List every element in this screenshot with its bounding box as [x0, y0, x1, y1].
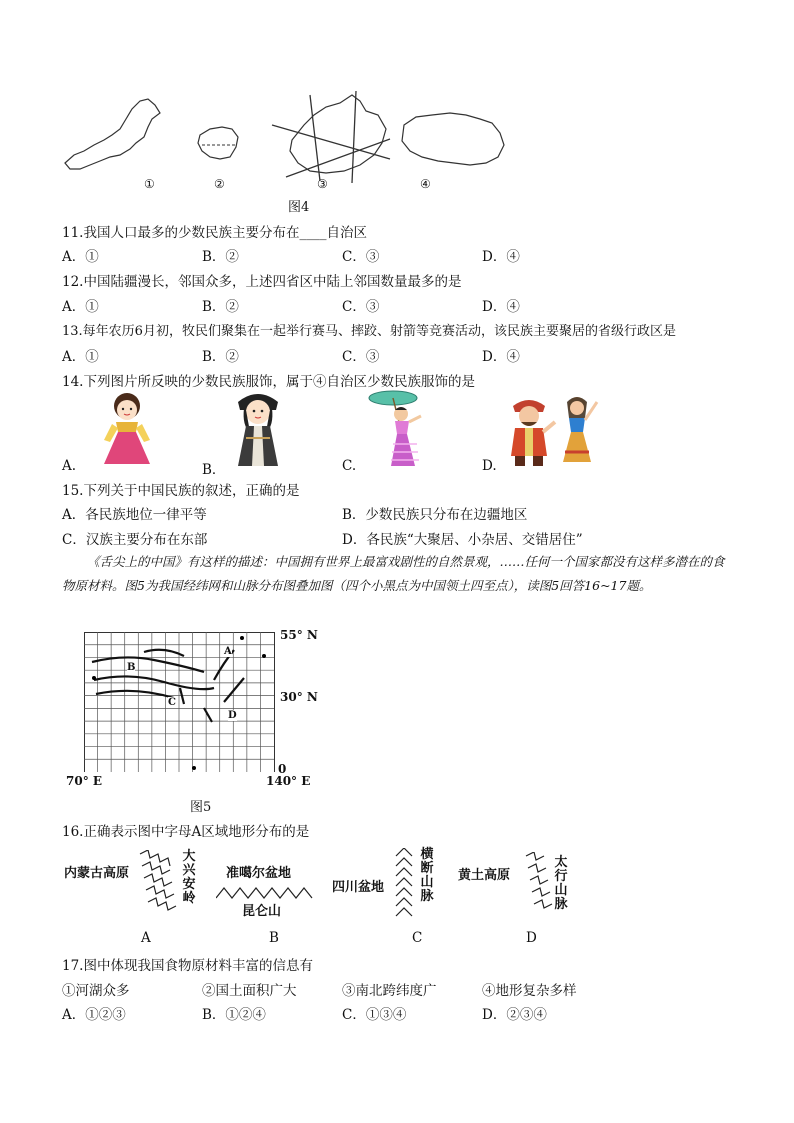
q15-option-b[interactable]: B．少数民族只分布在边疆地区 [342, 507, 528, 523]
mountain-range-stroke [204, 708, 212, 722]
q17-option-b[interactable]: B．①②④ [202, 1007, 266, 1023]
diagram-c-letter: C [412, 930, 423, 946]
q15-option-a[interactable]: A．各民族地位一律平等 [62, 507, 207, 523]
q14-option-a[interactable]: A. [62, 458, 77, 474]
q16-diagram-c[interactable] [330, 846, 440, 946]
territory-extreme-point [192, 766, 196, 770]
outline-4 [402, 113, 504, 165]
q17-option-d[interactable]: D．②③④ [482, 1007, 547, 1023]
mountain-range-icon [524, 852, 554, 918]
lat-label-30: 30° N [280, 690, 318, 704]
territory-extreme-point [92, 676, 96, 680]
mountain-range-stroke [92, 657, 204, 672]
figure-4 [60, 85, 540, 195]
q13-option-a[interactable]: A．① [62, 349, 99, 365]
question-12-stem: 12.中国陆疆漫长，邻国众多，上述四省区中陆上邻国数量最多的是 [62, 274, 462, 290]
q11-option-d[interactable]: D．④ [482, 249, 520, 265]
mountain-range-stroke [144, 650, 184, 656]
fig4-label-1: ① [144, 177, 155, 191]
diagram-d-mountain: 太行山脉 [554, 855, 568, 912]
outline-3-line-1 [272, 125, 390, 159]
reading-passage: 《舌尖上的中国》有这样的描述：中国拥有世界上最富戏剧性的自然景观，……任何一个国家都没有这样多潜在的食物原材料。图5为我国经纬网和山脉分布图叠加图（四个小黑点为中国领土四至点），读图5回答16~17题。 [62, 554, 725, 593]
diagram-a-plain: 内蒙古高原 [64, 866, 130, 881]
mountain-range-stroke [180, 688, 184, 704]
point-label-a: A [224, 646, 232, 657]
q17-option-a[interactable]: A．①②③ [62, 1007, 126, 1023]
mountain-range-icon [216, 882, 316, 902]
q16-diagram-a[interactable] [62, 848, 202, 946]
diagram-c-mountain: 横断山脉 [420, 847, 434, 904]
mountain-range-icon [394, 848, 418, 918]
q11-option-b[interactable]: B．② [202, 249, 239, 265]
q15-option-c[interactable]: C．汉族主要分布在东部 [62, 532, 208, 548]
lat-label-55: 55° N [280, 628, 318, 642]
costume-d-image [505, 392, 605, 468]
q17-item-3: ③南北跨纬度广 [342, 983, 437, 999]
q15-option-d[interactable]: D．各民族“大聚居、小杂居、交错居住” [342, 532, 583, 548]
outline-2 [198, 127, 238, 159]
lon-label-140: 140° E [266, 774, 311, 788]
question-14-stem: 14.下列图片所反映的少数民族服饰，属于④自治区少数民族服饰的是 [62, 374, 475, 390]
q13-option-b[interactable]: B．② [202, 349, 239, 365]
costume-c-image [363, 388, 433, 468]
q17-option-c[interactable]: C．①③④ [342, 1007, 407, 1023]
q14-option-d[interactable]: D. [482, 458, 497, 474]
q16-diagram-b[interactable] [216, 848, 326, 946]
question-16-stem: 16.正确表示图中字母A区域地形分布的是 [62, 824, 310, 840]
figure-5 [60, 628, 320, 798]
lat-label-0: 0 [278, 762, 287, 776]
mountain-range-stroke [96, 691, 174, 698]
q11-option-c[interactable]: C．③ [342, 249, 380, 265]
fig4-label-3: ③ [317, 177, 328, 191]
question-15-stem: 15.下列关于中国民族的叙述，正确的是 [62, 483, 300, 499]
q17-item-2: ②国土面积广大 [202, 983, 297, 999]
q12-option-a[interactable]: A．① [62, 299, 99, 315]
q17-item-1: ①河湖众多 [62, 983, 130, 999]
fig4-label-2: ② [214, 177, 225, 191]
figure-4-caption: 图4 [288, 200, 310, 215]
q14-option-c[interactable]: C. [342, 458, 357, 474]
question-11-stem: 11.我国人口最多的少数民族主要分布在____自治区 [62, 225, 367, 241]
fig4-label-4: ④ [420, 177, 431, 191]
mountain-range-stroke [224, 678, 244, 702]
point-label-c: C [168, 697, 176, 708]
diagram-b-letter: B [269, 930, 279, 946]
point-label-b: B [127, 662, 136, 673]
lat-lon-grid [84, 632, 304, 772]
q14-option-b[interactable]: B． [202, 462, 226, 478]
territory-extreme-point [262, 654, 266, 658]
diagram-d-letter: D [526, 930, 537, 946]
q17-item-4: ④地形复杂多样 [482, 983, 577, 999]
q16-diagram-d[interactable] [456, 848, 576, 946]
outline-1 [65, 99, 160, 169]
costume-b-image [228, 388, 288, 468]
mountain-range-icon [138, 850, 178, 920]
q11-option-a[interactable]: A．① [62, 249, 99, 265]
question-13-stem: 13.每年农历6月初，牧民们聚集在一起举行赛马、摔跤、射箭等竞赛活动，该民族主要聚居的省级行政区是 [62, 324, 676, 339]
q12-option-c[interactable]: C．③ [342, 299, 380, 315]
lon-label-70: 70° E [66, 774, 103, 788]
q12-option-b[interactable]: B．② [202, 299, 239, 315]
question-17-stem: 17.图中体现我国食物原材料丰富的信息有 [62, 958, 313, 974]
q12-option-d[interactable]: D．④ [482, 299, 520, 315]
diagram-a-mountain: 大兴安岭 [182, 849, 196, 906]
outline-3-line-4 [352, 91, 356, 183]
diagram-c-basin: 四川盆地 [332, 880, 385, 895]
figure-5-caption: 图5 [190, 800, 212, 815]
diagram-b-basin: 准噶尔盆地 [226, 866, 292, 881]
point-label-d: D [228, 710, 237, 721]
diagram-b-mountain: 昆仑山 [242, 904, 282, 919]
costume-a-image [92, 390, 162, 466]
province-outlines [60, 85, 540, 195]
q13-option-c[interactable]: C．③ [342, 349, 380, 365]
diagram-d-plain: 黄土高原 [458, 868, 511, 883]
territory-extreme-point [240, 636, 244, 640]
diagram-a-letter: A [141, 930, 151, 946]
q13-option-d[interactable]: D．④ [482, 349, 520, 365]
